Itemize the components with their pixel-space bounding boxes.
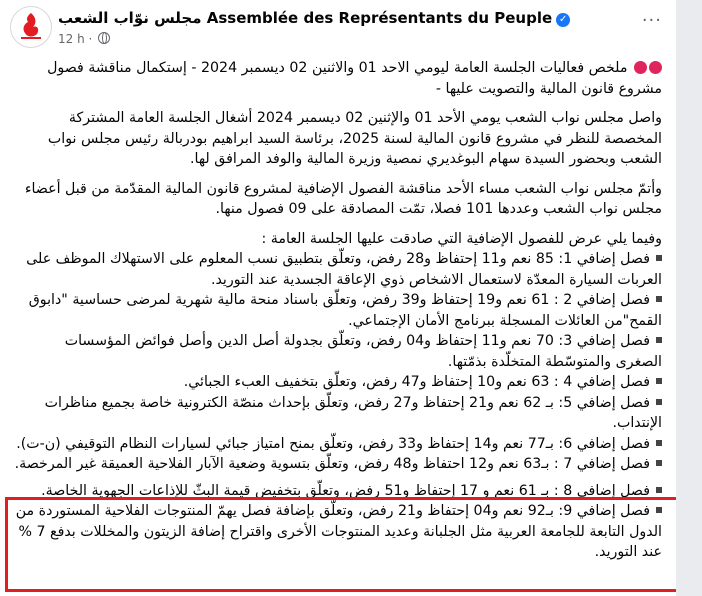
item-text: فصل إضافي 1: 85 نعم و11 إحتفاظ و28 رفض، وتعلّق بتطبيق نسب المعلوم على الاستهلاك الموظف على العربات السيارة المعدّة لاستعمال الاشخاص ذوي الإعاقة الجسدية عند التوريد. bbox=[26, 251, 662, 288]
item-text: فصل إضافي 6: بـ77 نعم و14 إحتفاظ و33 رفض، وتعلّق بمنح امتياز جبائي لسيارات النظام التوقيفي (ن-ت). bbox=[16, 435, 650, 452]
paragraph-2: وأتمّ مجلس نواب الشعب مساء الأحد مناقشة الفصول الإضافية لمشروع قانون المالية المقدّمة من قبل أعضاء مجلس نواب الشعب وعددها 101 فصلا، تمّت المصادقة على 09 فصول منها. bbox=[24, 180, 662, 217]
list-item bbox=[14, 454, 662, 475]
list-item bbox=[14, 372, 662, 393]
list-item bbox=[14, 331, 662, 372]
items-intro: وفيما يلي عرض للفصول الإضافية التي صادقت عليها الجلسة العامة : bbox=[261, 230, 662, 247]
page-name[interactable]: مجلس نوّاب الشعب Assemblée des Représentants du Peuple bbox=[58, 9, 553, 27]
globe-icon bbox=[98, 32, 110, 44]
red-circle-icon bbox=[632, 58, 662, 79]
item-text: فصل إضافي 4 : 63 نعم و10 إحتفاظ و47 رفض، وتعلّق بتخفيف العبء الجبائي. bbox=[183, 374, 650, 390]
bullet-square-icon bbox=[656, 399, 662, 405]
item-text: فصل إضافي 7 : بـ63 نعم و12 احتفاظ و48 رفض، وتعلّق بتسوية وضعية الآبار الفلاحية العميقة غير المرخصة. bbox=[14, 456, 650, 472]
item-text: فصل إضافي 3: 70 نعم و11 إحتفاظ و04 رفض، وتعلّق بجدولة أصل الدين وأصل فوائض المؤسسات الصغرى والمتوسّطة المتخلّدة بذمّتها. bbox=[64, 333, 662, 370]
bullet-square-icon bbox=[656, 378, 662, 384]
post-title bbox=[14, 58, 662, 99]
meta-separator: · bbox=[88, 32, 93, 46]
list-item bbox=[14, 249, 662, 290]
post-time[interactable]: 12 h bbox=[58, 32, 85, 46]
list-item bbox=[14, 434, 662, 455]
bullet-square-icon bbox=[656, 296, 662, 302]
item-text: فصل إضافي 5: بـ 62 نعم و21 إحتفاظ و27 رفض، وتعلّق بإحداث منصّة الكترونية خاصة بجميع مناظرات الإنتداب. bbox=[44, 394, 662, 431]
list-item bbox=[14, 481, 662, 502]
title-text: ملخص فعاليات الجلسة العامة ليومي الاحد 01 والاثنين 02 ديسمبر 2024 - إستكمال مناقشة فصول مشروع قانون المالية والتصويت عليها - bbox=[47, 60, 662, 97]
more-options-icon[interactable]: ··· bbox=[641, 10, 662, 31]
list-item bbox=[14, 393, 662, 434]
logo-avatar bbox=[11, 7, 51, 47]
bullet-square-icon bbox=[656, 255, 662, 261]
items-list bbox=[14, 229, 662, 563]
bullet-square-icon bbox=[656, 487, 662, 493]
list-item bbox=[14, 501, 662, 563]
list-item bbox=[14, 290, 662, 331]
bullet-square-icon bbox=[656, 440, 662, 446]
item-text: فصل إضافي 2 : 61 نعم و19 إحتفاظ و39 رفض، وتعلّق باسناد منحة مالية شهرية لمرضى حساسية "دابوق القمح"من العائلات المسجلة ببرنامج الأمان الإجتماعي. bbox=[28, 292, 662, 329]
bullet-square-icon bbox=[656, 460, 662, 466]
item-text: فصل إضافي 8 : بـ 61 نعم و 17 إحتفاظ و51 رفض، وتعلّق بتخفيض قيمة البثّ للإذاعات الجهوية الخاصة. bbox=[41, 482, 650, 499]
page-avatar[interactable] bbox=[10, 6, 52, 48]
post-body bbox=[14, 58, 662, 563]
bullet-square-icon bbox=[656, 507, 662, 513]
verified-badge-icon: ✓ bbox=[556, 13, 570, 27]
post-meta bbox=[58, 32, 110, 46]
post-header bbox=[0, 0, 676, 56]
page-name-link[interactable] bbox=[58, 9, 570, 27]
bullet-square-icon bbox=[656, 337, 662, 343]
paragraph-1: واصل مجلس نواب الشعب يومي الأحد 01 والإثنين 02 ديسمبر 2024 أشغال الجلسة العامة المشتركة المخصصة للنظر في مشروع قانون المالية لسنة 2025، برئاسة السيد ابراهيم بودربالة رئيس مجلس نواب الشعب وبحضور السيدة سهام البوغديري نمصية وزيرة المالية والوفد المرافق لها. bbox=[47, 110, 662, 167]
item-text: فصل إضافي 9: بـ92 نعم و04 إحتفاظ و21 رفض، وتعلّق بإضافة فصل يهمّ المنتوجات الفلاحية المستوردة من الدول التابعة للجامعة العربية مثل الجلبانة وعديد المنتوجات الأخرى واقتراح إضافة الزيتون والمخللات بدفع 7 % عند التوريد. bbox=[15, 503, 662, 560]
